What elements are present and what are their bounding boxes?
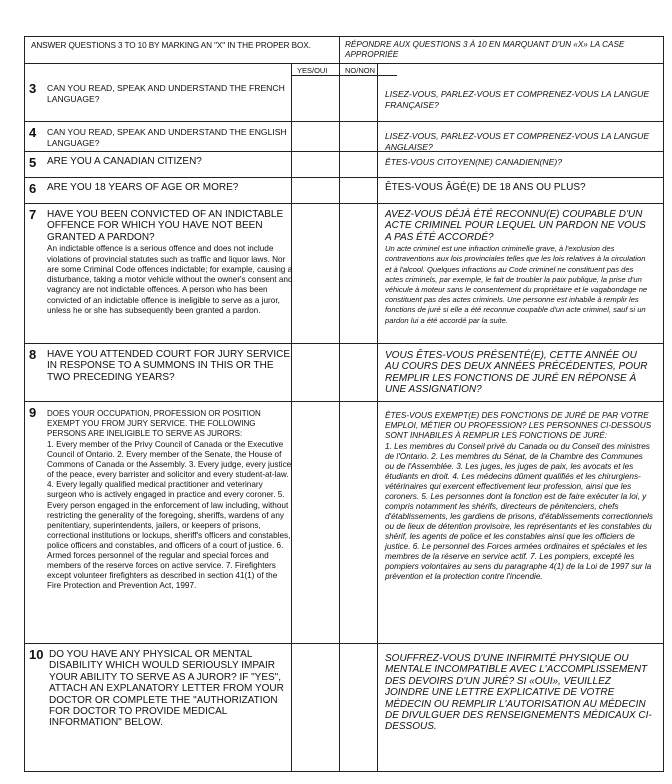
yes-column-header: YES/OUI: [297, 66, 328, 75]
yes-checkbox-q9[interactable]: [292, 402, 339, 643]
no-column-right-border: [377, 63, 378, 771]
question-text-french: SOUFFREZ-VOUS D'UNE INFIRMITÉ PHYSIQUE OU MENTALE INCOMPATIBLE AVEC L'ACCOMPLISSEMENT DES DEVOIRS D'UN JURÉ? SI «OUI», VEUILLEZ JOINDRE UNE LETTRE EXPLICATIVE DE VOTRE MÉDECIN OU REMPLIR L'AUTORISATION AU MÉDECIN DE DIVULGUER DES RENSEIGNEMENTS MÉDICAUX CI-DESSOUS.: [385, 653, 652, 733]
no-checkbox-q7[interactable]: [340, 204, 377, 343]
question-text-english: ARE YOU A CANADIAN CITIZEN?: [47, 156, 202, 167]
question-text-english: CAN YOU READ, SPEAK AND UNDERSTAND THE FRENCH LANGUAGE?: [47, 83, 285, 104]
yes-checkbox-q4[interactable]: [292, 122, 339, 151]
question-text-french: ÊTES-VOUS ÂGÉ(E) DE 18 ANS OU PLUS?: [385, 182, 586, 193]
question-number: 6: [29, 181, 37, 196]
question-text-french: LISEZ-VOUS, PARLEZ-VOUS ET COMPRENEZ-VOUS LA LANGUE ANGLAISE?: [385, 131, 650, 152]
instructions-french: RÉPONDRE AUX QUESTIONS 3 À 10 EN MARQUANT D'UN «X» LA CASE APPROPRIÉE: [345, 40, 625, 59]
question-text-english: DO YOU HAVE ANY PHYSICAL OR MENTAL DISABILITY WHICH WOULD SERIOUSLY IMPAIR YOUR ABILITY TO SERVE AS A JUROR? IF "YES", ATTACH AN EXPLANATORY LETTER FROM YOUR DOCTOR OR COMPLETE THE "AUTHORIZATION FOR DOCTOR TO PROVIDE MEDICAL INFORMATION" BELOW.: [49, 649, 284, 729]
no-checkbox-q5[interactable]: [340, 152, 377, 177]
no-checkbox-q6[interactable]: [340, 178, 377, 203]
question-number: 10: [29, 647, 44, 662]
question-number: 5: [29, 155, 37, 170]
yes-checkbox-q7[interactable]: [292, 204, 339, 343]
question-text-english: ARE YOU 18 YEARS OF AGE OR MORE?: [47, 182, 239, 193]
yes-checkbox-q5[interactable]: [292, 152, 339, 177]
jury-questionnaire-form: [24, 36, 664, 772]
question-text-french: LISEZ-VOUS, PARLEZ-VOUS ET COMPRENEZ-VOUS LA LANGUE FRANÇAISE?: [385, 89, 650, 110]
no-checkbox-q3[interactable]: [340, 76, 377, 121]
no-checkbox-q4[interactable]: [340, 122, 377, 151]
yes-checkbox-q3[interactable]: [292, 76, 339, 121]
question-explanation-french: 1. Les membres du Conseil privé du Canada ou du Conseil des ministres de l'Ontario. 2. Les membres du Sénat, de la Chambre des Communes ou de l'Assemblée. 3. Les juges, les juges de paix, les avocats et les étudiants en droit. 4. Les médecins dûment qualifiés et les chirurgiens-vétérinaires qui exercent effectivement leur profession, ainsi que les coroners. 5. Les personnes dont la fonction est de faire exécuter la loi, y compris notamment les shérifs, directeurs de pénitenciers, chefs d'établissements, les gardiens de prisons, d'établissements correctionnels ou de lieux de détention provisoire, les représentants et les constables du shérif, les agents de police et les constables ainsi que les officiers de justice. 6. Le personnel des Forces armées ordinaires et spéciales et les membres de la réserve en service actif. 7. Les pompiers, excepté les pompiers volontaires au sens du paragraphe 4(1) de la Loi de 1997 sur la prévention et la protection contre l'incendie.: [385, 442, 653, 581]
question-number: 8: [29, 347, 37, 362]
question-explanation-english: An indictable offence is a serious offence and does not include violations of provincial statutes such as traffic and liquor laws. Nor are some Criminal Code offences indictable; for example, causing a disturbance, taking a motor vehicle without the owner's consent and vagrancy are not indictable offences. A person who has been convicted of an indictable offence is ineligible to serve as a juror, unless he or she has subsequently been granted a pardon.: [47, 244, 293, 315]
question-block-english: [47, 209, 293, 316]
header-divider: [25, 63, 663, 64]
no-checkbox-q10[interactable]: [340, 644, 377, 772]
question-text-english: CAN YOU READ, SPEAK AND UNDERSTAND THE ENGLISH LANGUAGE?: [47, 127, 287, 148]
question-text-english: HAVE YOU BEEN CONVICTED OF AN INDICTABLE OFFENCE FOR WHICH YOU HAVE NOT BEEN GRANTED A PARDON?: [47, 209, 284, 243]
yes-checkbox-q10[interactable]: [292, 644, 339, 772]
question-number: 7: [29, 207, 37, 222]
question-explanation-english: 1. Every member of the Privy Council of Canada or the Executive Council of Ontario. 2. Every member of the Senate, the House of Commons of Canada or the Assembly. 3. Every judge, every justice of the peace, every barrister and solicitor and every student-at-law. 4. Every legally qualified medical practitioner and veterinary surgeon who is actively engaged in practice and every coroner. 5. Every person engaged in the enforcement of law including, without restricting the generality of the foregoing, sheriffs, wardens of any penitentiary, superintendents, jailers, or keepers of prisons, correctional institutions or lockups, sheriff's officers and constables, police officers and constables, and officers of a court of justice. 6. Armed forces personnel of the regular and special forces and members of the reserve forces on active service. 7. Firefighters except volunteer firefighters as described in section 41(1) of the Fire Protection and Prevention Act, 1997.: [47, 440, 292, 591]
instructions-english: ANSWER QUESTIONS 3 TO 10 BY MARKING AN "X" IN THE PROPER BOX.: [31, 41, 311, 50]
yes-checkbox-q6[interactable]: [292, 178, 339, 203]
question-block-english: [47, 409, 293, 591]
question-text-french: ÊTES-VOUS EXEMPT(E) DES FONCTIONS DE JURÉ DE PAR VOTRE EMPLOI, MÉTIER OU PROFESSION? LES PERSONNES CI-DESSOUS SONT INHABILES À REMPLIR LES FONCTIONS DE JURÉ:: [385, 411, 652, 440]
no-column-header: NO/NON: [345, 66, 375, 75]
question-block-french: [385, 209, 653, 326]
question-text-english: DOES YOUR OCCUPATION, PROFESSION OR POSITION EXEMPT YOU FROM JURY SERVICE. THE FOLLOWING PERSONS ARE INELIGIBLE TO SERVE AS JURORS:: [47, 409, 261, 438]
question-text-english: HAVE YOU ATTENDED COURT FOR JURY SERVICE IN RESPONSE TO A SUMMONS IN THIS OR THE TWO PRECEDING YEARS?: [47, 349, 291, 383]
question-text-french: ÊTES-VOUS CITOYEN(NE) CANADIEN(NE)?: [385, 157, 562, 167]
question-number: 9: [29, 405, 37, 420]
question-number: 3: [29, 81, 37, 96]
no-checkbox-q8[interactable]: [340, 344, 377, 401]
question-explanation-french: Un acte criminel est une infraction criminelle grave, à l'exclusion des contraventions aux lois provinciales telles que les lois relatives à la circulation et à l'alcool. Quelques infractions au Code criminel ne constituent pas des actes criminels, par exemple, le fait de troubler la paix publique, la prise d'un véhicule à moteur sans le consentement du propriétaire et le vagabondage ne constituent pas des actes criminels. Une personne est inhabile à remplir les fonctions de juré si elle a été reconnue coupable d'un acte criminel, sauf si un pardon lui a été accordé par la suite.: [385, 244, 648, 325]
question-number: 4: [29, 125, 37, 140]
question-text-french: AVEZ-VOUS DÉJÀ ÉTÉ RECONNU(E) COUPABLE D'UN ACTE CRIMINEL POUR LEQUEL UN PARDON NE VOUS A PAS ÉTÉ ACCORDÉ?: [385, 209, 646, 243]
question-block-french: [385, 411, 653, 582]
no-checkbox-q9[interactable]: [340, 402, 377, 643]
yes-checkbox-q8[interactable]: [292, 344, 339, 401]
question-text-french: VOUS ÊTES-VOUS PRÉSENTÉ(E), CETTE ANNÉE OU AU COURS DES DEUX ANNÉES PRÉCÉDENTES, POUR REMPLIR LES FONCTIONS DE JURÉ EN RÉPONSE À UNE ASSIGNATION?: [385, 350, 648, 396]
